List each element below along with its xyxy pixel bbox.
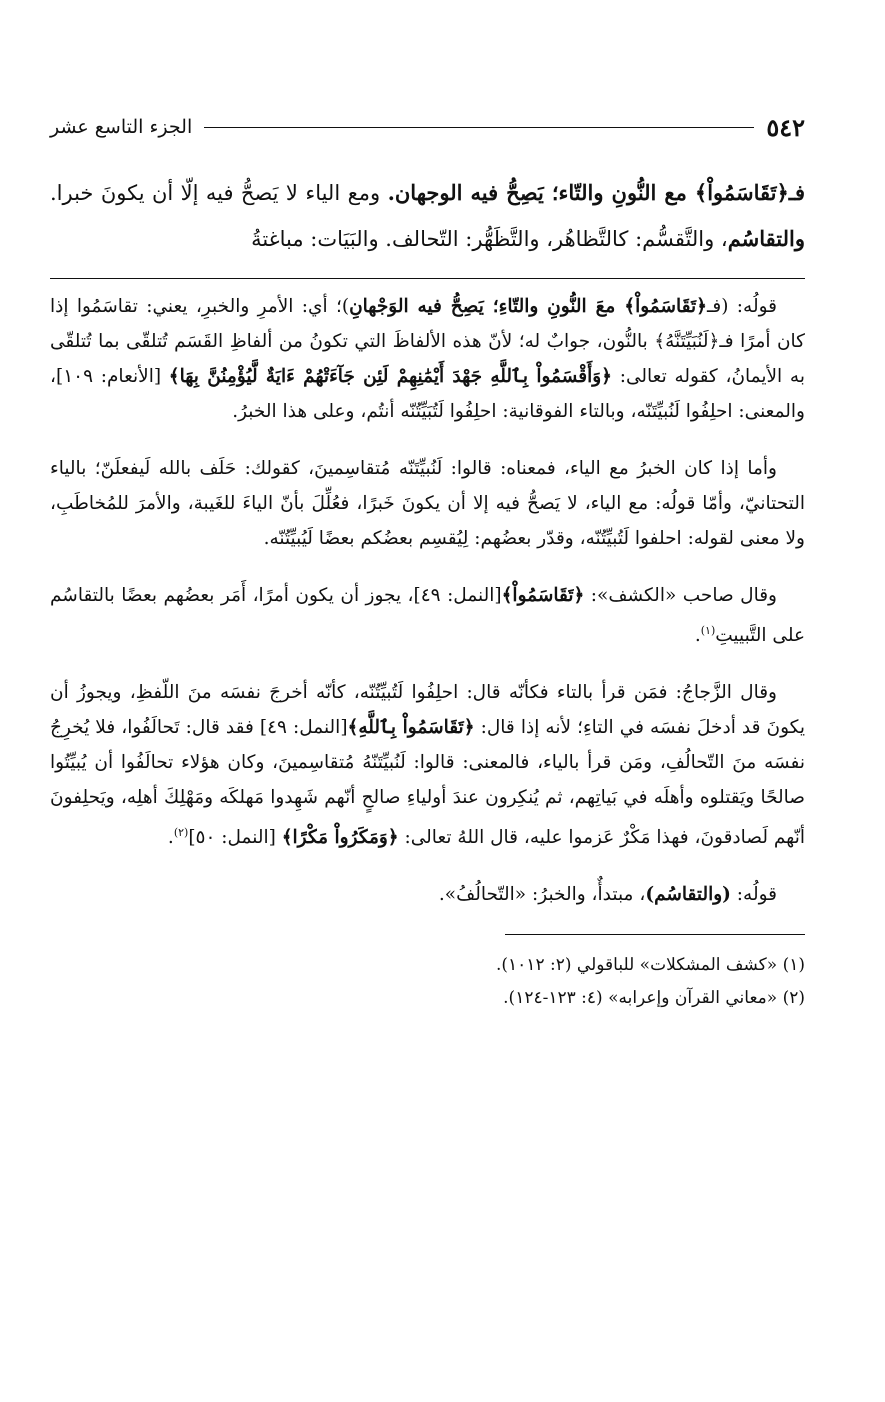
- paragraph-intro: قولُه:: [730, 884, 777, 906]
- page-number: ٥٤٢: [766, 112, 805, 142]
- paragraph-text: [الأنعام: ١٠٩]، والمعنى: احلِفُوا لَنُبيِّتَنّه، وبالتاء الفوقانية: احلِفُوا لَتُبَيِّتُنّه أنتُم، وعلى هذا الخبرُ.: [50, 366, 805, 422]
- paragraph-intro: وقال صاحب «الكشف»:: [584, 585, 777, 606]
- footnote-marker[interactable]: (١): [700, 624, 716, 637]
- paragraph-text: .: [694, 625, 701, 647]
- quran-verse: ﴿تَقَاسَمُواْ﴾: [501, 585, 585, 606]
- main-text-term: والتقاسُم: [727, 226, 805, 251]
- quran-verse: ﴿تَقَاسَمُواْ بِٱللَّهِ﴾: [347, 717, 475, 739]
- commentary-paragraph: [50, 289, 805, 429]
- main-text-segment: فـ﴿تَقَاسَمُواْ﴾ مع النُّونِ والتّاء؛ يَصِحُّ فيه الوجهان.: [387, 180, 805, 205]
- commentary-paragraph: [50, 578, 805, 653]
- paragraph-text: [النمل: ٤٩]، يجوز أن يكون أمرًا، أَمَر بعضُهم بعضًا بالتقاسُم على التَّبييتِ: [50, 585, 805, 647]
- footnotes: [50, 949, 805, 1015]
- paragraph-text: )؛ أي: الأمرِ والخبرِ، يعني: تقاسَمُوا إذا كان أمرًا فـ﴿لَنُبَيِّتَنَّهُ﴾ بالنُّون، جوابٌ له؛ لأنّ هذه الألفاظَ التي تكونُ من ألفاظِ القَسَم تُتلقّى بما تُتلقّى به الأيمانُ، كقوله تعالى:: [50, 296, 805, 387]
- paragraph-text: وقال الزَّجاجُ: فمَن قرأ بالتاء فكأنّه قال: احلِفُوا لَتُبيِّتُنّه، كأنّه أخرجَ نفسَه منَ اللّفظِ، ويجوزُ أن يكونَ قد أدخلَ نفسَه في التاءِ؛ لأنه إذا قال:: [50, 682, 806, 739]
- main-text-segment: ومع الياء لا يَصحُّ فيه إلّا أن يكونَ خبرا.: [50, 181, 388, 205]
- footnote: (٢) «معاني القرآن وإعرابه» (٤: ١٢٣-١٢٤).: [503, 988, 805, 1009]
- book-page: [50, 108, 805, 1015]
- quoted-text: ﴿تَقَاسَمُواْ﴾ معَ النُّونِ والتّاءِ؛ يَصِحُّ فيه الوَجْهانِ: [349, 296, 707, 317]
- footnote-rule: [505, 934, 805, 935]
- paragraph-text: ، مبتدأٌ، والخبرُ: «التّحالُفُ».: [438, 884, 646, 906]
- commentary: [50, 289, 805, 912]
- commentary-paragraph: [50, 877, 805, 912]
- running-title: الجزء التاسع عشر: [50, 116, 193, 138]
- footnote: (١) «كشف المشكلات» للباقولي (٢: ١٠١٢).: [496, 955, 805, 976]
- footnote-marker[interactable]: (٢): [173, 826, 189, 840]
- paragraph-intro: قولُه: (فـ: [706, 296, 777, 317]
- commentary-paragraph: [50, 451, 805, 556]
- quran-verse: ﴿وَمَكَرُواْ مَكْرًا﴾: [281, 827, 399, 849]
- header-rule: [204, 127, 754, 128]
- quran-verse: ﴿وَأَقْسَمُواْ بِٱللَّهِ جَهْدَ أَيْمَٰنِهِمْ لَئِن جَآءَتْهُمْ ءَايَةٌ لَّيُؤْمِنُنَّ بِهَا﴾: [168, 366, 612, 387]
- paragraph-text: [النمل: ٥٠]: [188, 827, 282, 849]
- paragraph-text: [النمل: ٤٩] فقد قال: تَحالَفُوا، فلا يُخرِجُ نفسَه منَ التّحالُفِ، ومَن قرأ بالياء، فالمعنى: قالوا: لَنُبيِّتَنّهُ مُتقاسِمينَ، وكان هؤلاء تحالَفُوا أن يُبيِّتُوا صالحًا ويَقتلوه وأهلَه في بَياتِهم، ثم يُنكِرون عندَ أولياءِ صالحٍ أنّهم شَهِدوا مَهلكَه ومَهْلِكَ أهلِه، ويَحلِفونَ أنّهم لَصادقونَ، فهذا مَكْرٌ عَزموا عليه، قال اللهُ تعالى:: [50, 717, 805, 849]
- main-text-segment: ، والتَّقسُّم: كالتَّظاهُر، والتَّظَهُّر: التّحالف. والبَيَات: مباغتةُ: [251, 227, 728, 251]
- page-header: [50, 108, 805, 146]
- commentary-paragraph: [50, 675, 805, 855]
- quoted-text: (والتقاسُم): [645, 884, 731, 906]
- paragraph-text: وأما إذا كان الخبرُ مع الياء، فمعناه: قالوا: لَنُبيِّتَنّه مُتقاسِمينَ، كقولك: حَلَف بالله لَيفعلَنّ؛ بالياء التحتانيّ، وأمّا قولُه: مع الياء، لا يَصحُّ فيه إلا أن يكونَ خَبرًا، فعُلِّلَ بأنّ الياءَ للغَيبة، والأمرَ للمُخاطَبِ، ولا معنى لقوله: احلفوا لَتُبيِّتُنّه، وقدّر بعضُهم: لِيُقسِم بعضُكم بعضًا لَيُبيِّتُنّه.: [50, 458, 805, 549]
- main-text: [50, 170, 805, 262]
- paragraph-text: .: [167, 827, 174, 849]
- text-divider: [50, 278, 805, 279]
